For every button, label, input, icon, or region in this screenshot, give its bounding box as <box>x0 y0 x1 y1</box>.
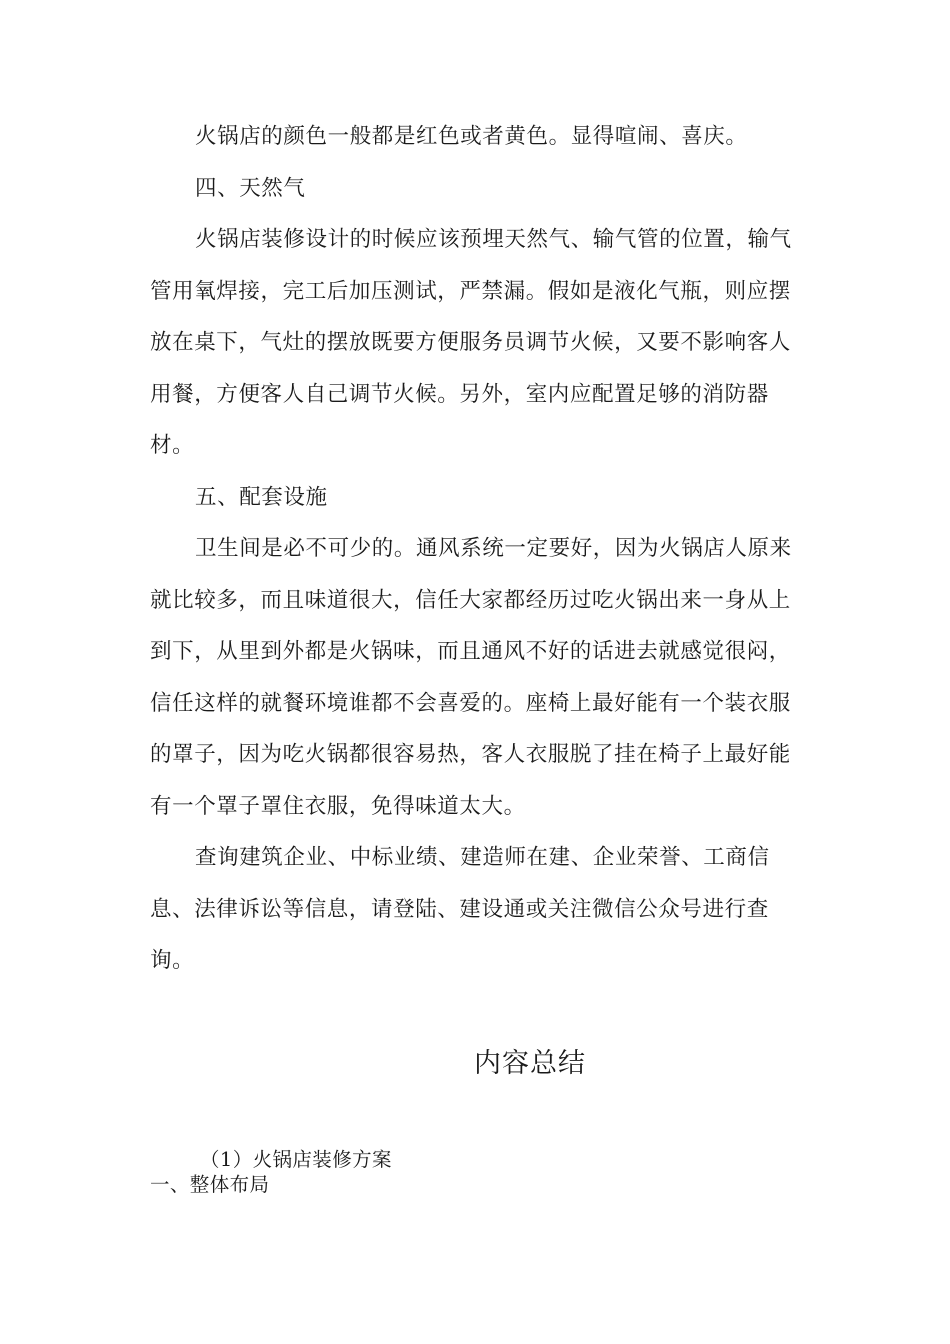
summary-title: 内容总结 <box>474 1048 586 1079</box>
summary-item-layout: 一、整体布局 <box>150 1173 270 1196</box>
paragraph-facilities: 卫生间是必不可少的。通风系统一定要好，因为火锅店人原来就比较多，而且味道很大，信任大家都经历过吃火锅出来一身从上到下，从里到外都是火锅味，而且通风不好的话进去就感觉很闷，信任这样的就餐环境谁都不会喜爱的。座椅上最好能有一个装衣服的罩子，因为吃火锅都很容易热，客人衣服脱了挂在椅子上最好能有一个罩子罩住衣服，免得味道太大。 <box>150 536 792 819</box>
body-text <box>150 111 800 987</box>
paragraph-query-info: 查询建筑企业、中标业绩、建造师在建、企业荣誉、工商信息、法律诉讼等信息，请登陆、建设通或关注微信公众号进行查询。 <box>150 845 770 973</box>
heading-facilities: 五、配套设施 <box>195 484 328 510</box>
summary-list <box>150 1147 800 1197</box>
paragraph-natural-gas: 火锅店装修设计的时候应该预埋天然气、输气管的位置，输气管用氧焊接，完工后加压测试，严禁漏。假如是液化气瓶，则应摆放在桌下，气灶的摆放既要方便服务员调节火候，又要不影响客人用餐，方便客人自己调节火候。另外，室内应配置足够的消防器材。 <box>150 227 792 458</box>
paragraph-colors: 火锅店的颜色一般都是红色或者黄色。显得喧闹、喜庆。 <box>195 124 748 149</box>
summary-item-plan: （1）火锅店装修方案 <box>200 1148 392 1171</box>
heading-natural-gas: 四、天然气 <box>195 175 306 201</box>
